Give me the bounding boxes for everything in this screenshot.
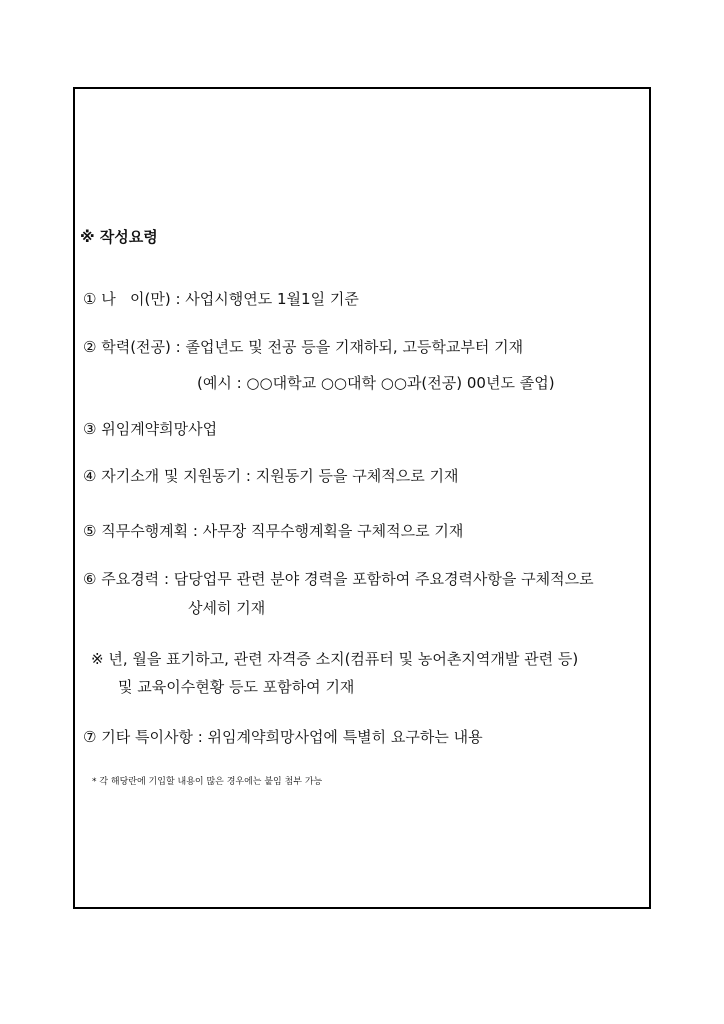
guide-footnote: * 각 해당란에 기입할 내용이 많은 경우에는 붙임 첨부 가능: [92, 777, 323, 787]
guide-note-line1: ※ 년, 월을 표기하고, 관련 자격증 소지(컴퓨터 및 농어촌지역개발 관련 등): [91, 650, 579, 668]
guide-item-desired-project: ③ 위임계약희망사업: [83, 420, 218, 438]
guide-note-line2: 및 교육이수현황 등도 포함하여 기재: [118, 678, 355, 696]
guide-item-education: ② 학력(전공) : 졸업년도 및 전공 등을 기재하되, 고등학교부터 기재: [83, 338, 524, 356]
guide-item-education-example: (예시 : ○○대학교 ○○대학 ○○과(전공) 00년도 졸업): [197, 374, 555, 392]
guide-item-career-line2: 상세히 기재: [188, 599, 266, 617]
guide-item-age: ① 나 이(만) : 사업시행연도 1월1일 기준: [83, 290, 359, 308]
guide-item-other: ⑦ 기타 특이사항 : 위임계약희망사업에 특별히 요구하는 내용: [83, 728, 483, 746]
guide-item-self-intro: ④ 자기소개 및 지원동기 : 지원동기 등을 구체적으로 기재: [83, 467, 459, 485]
guide-item-work-plan: ⑤ 직무수행계획 : 사무장 직무수행계획을 구체적으로 기재: [83, 522, 464, 540]
guide-item-career-line1: ⑥ 주요경력 : 담당업무 관련 분야 경력을 포함하여 주요경력사항을 구체적으로: [83, 570, 594, 588]
guide-heading: ※ 작성요령: [80, 228, 158, 246]
